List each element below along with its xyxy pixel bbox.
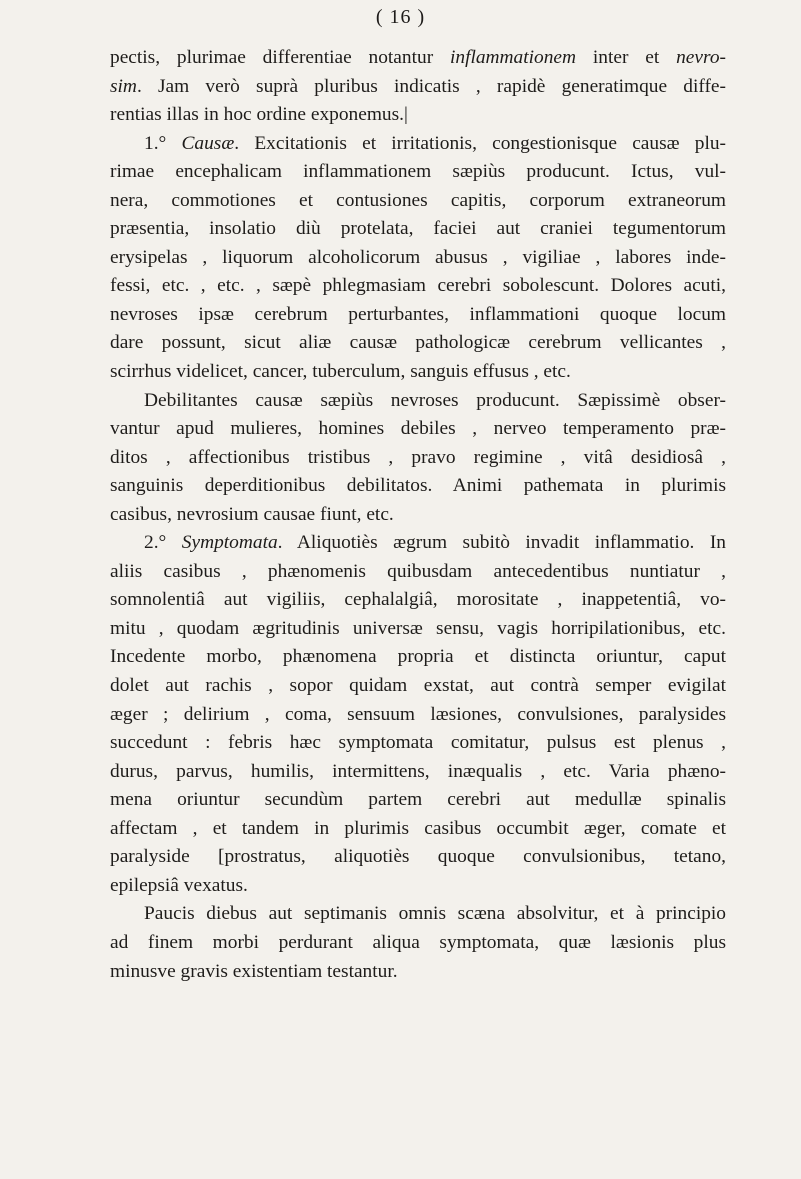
text-segment: mena oriuntur secundùm partem cerebri aut medullæ spinalis (110, 789, 726, 811)
text-line (110, 187, 726, 216)
text-segment: 2.° (144, 532, 182, 554)
text-segment: affectam , et tandem in plurimis casibus occumbit æger, comate et (110, 817, 726, 839)
text-segment: præsentia, insolatio diù protelata, faciei aut craniei tegumentorum (110, 218, 726, 240)
text-segment: paralyside [prostratus, aliquotiès quoque convulsionibus, tetano, (110, 846, 726, 868)
text-line (110, 529, 726, 558)
text-segment: casibus, nevrosium causae fiunt, etc. (110, 503, 394, 525)
text-segment: nevroses ipsæ cerebrum perturbantes, inflammationi quoque locum (110, 303, 726, 325)
italic-term: Causæ (181, 132, 235, 154)
text-line (110, 815, 726, 844)
text-line (110, 501, 726, 530)
text-segment: erysipelas , liquorum alcoholicorum abusus , vigiliae , labores inde- (110, 246, 726, 268)
text-segment: Paucis diebus aut septimanis omnis scæna absolvitur, et à principio (144, 903, 726, 925)
italic-term: nevro- (676, 47, 726, 68)
text-line (110, 158, 726, 187)
text-line (110, 586, 726, 615)
text-line (110, 643, 726, 672)
text-line (110, 101, 726, 130)
text-line (110, 872, 726, 901)
text-segment: epilepsiâ vexatus. (110, 874, 248, 896)
text-line (110, 272, 726, 301)
text-segment: vantur apud mulieres, homines debiles , nerveo temperamento præ- (110, 418, 726, 440)
text-line (110, 843, 726, 872)
text-line (110, 758, 726, 787)
text-line (110, 329, 726, 358)
text-segment: . Jam verò suprà pluribus indicatis , rapidè generatimque diffe- (136, 75, 726, 97)
text-segment: 1.° (144, 132, 182, 154)
text-line (110, 958, 726, 987)
text-segment: pectis, plurimae differentiae notantur (110, 47, 450, 68)
text-line (110, 130, 726, 159)
body-text (110, 44, 726, 986)
text-segment: succedunt : febris hæc symptomata comitatur, pulsus est plenus , (110, 732, 726, 754)
text-line (110, 472, 726, 501)
text-line (110, 73, 726, 102)
text-segment: scirrhus videlicet, cancer, tuberculum, sanguis effusus , etc. (110, 361, 571, 383)
italic-term: sim (110, 75, 137, 97)
text-segment: somnolentiâ aut vigiliis, cephalalgiâ, morositate , inappetentiâ, vo- (110, 589, 726, 611)
text-line (110, 672, 726, 701)
text-segment: rentias illas in hoc ordine exponemus.| (110, 104, 408, 126)
text-line (110, 44, 726, 73)
text-line (110, 615, 726, 644)
text-line (110, 900, 726, 929)
text-line (110, 215, 726, 244)
text-segment: inter et (576, 47, 677, 68)
text-line (110, 301, 726, 330)
text-segment: Incedente morbo, phænomena propria et distincta oriuntur, caput (110, 646, 726, 668)
italic-term: inflammationem (450, 47, 577, 68)
text-line (110, 358, 726, 387)
text-line (110, 558, 726, 587)
text-segment: ditos , affectionibus tristibus , pravo regimine , vitâ desidiosâ , (110, 446, 726, 468)
text-line (110, 387, 726, 416)
page-number: ( 16 ) (375, 6, 426, 28)
text-segment: aliis casibus , phænomenis quibusdam antecedentibus nuntiatur , (110, 560, 726, 582)
text-segment: mitu , quodam ægritudinis universæ sensu, vagis horripilationibus, etc. (110, 617, 726, 639)
text-line (110, 444, 726, 473)
text-segment: nera, commotiones et contusiones capitis, corporum extraneorum (110, 189, 726, 211)
text-segment: dolet aut rachis , sopor quidam exstat, aut contrà semper evigilat (110, 675, 726, 697)
text-segment: æger ; delirium , coma, sensuum læsiones, convulsiones, paralysides (110, 703, 726, 725)
italic-term: Symptomata (181, 532, 278, 554)
text-line (110, 244, 726, 273)
text-segment: rimae encephalicam inflammationem sæpiùs producunt. Ictus, vul- (110, 161, 726, 183)
text-line (110, 415, 726, 444)
text-segment: sanguinis deperditionibus debilitatos. Animi pathemata in plurimis (110, 475, 726, 497)
text-segment: ad finem morbi perdurant aliqua symptomata, quæ læsionis plus (110, 931, 726, 953)
text-segment: . Aliquotiès ægrum subitò invadit inflammatio. In (277, 532, 726, 554)
text-line (110, 929, 726, 958)
text-line (110, 729, 726, 758)
text-segment: dare possunt, sicut aliæ causæ pathologicæ cerebrum vellicantes , (110, 332, 726, 354)
text-line (110, 786, 726, 815)
text-line (110, 701, 726, 730)
text-segment: minusve gravis existentiam testantur. (110, 960, 398, 982)
text-segment: . Excitationis et irritationis, congestionisque causæ plu- (234, 132, 726, 154)
text-segment: fessi, etc. , etc. , sæpè phlegmasiam cerebri sobolescunt. Dolores acuti, (110, 275, 726, 297)
text-segment: Debilitantes causæ sæpiùs nevroses producunt. Sæpissimè obser- (144, 389, 726, 411)
text-segment: durus, parvus, humilis, intermittens, inæqualis , etc. Varia phæno- (110, 760, 726, 782)
